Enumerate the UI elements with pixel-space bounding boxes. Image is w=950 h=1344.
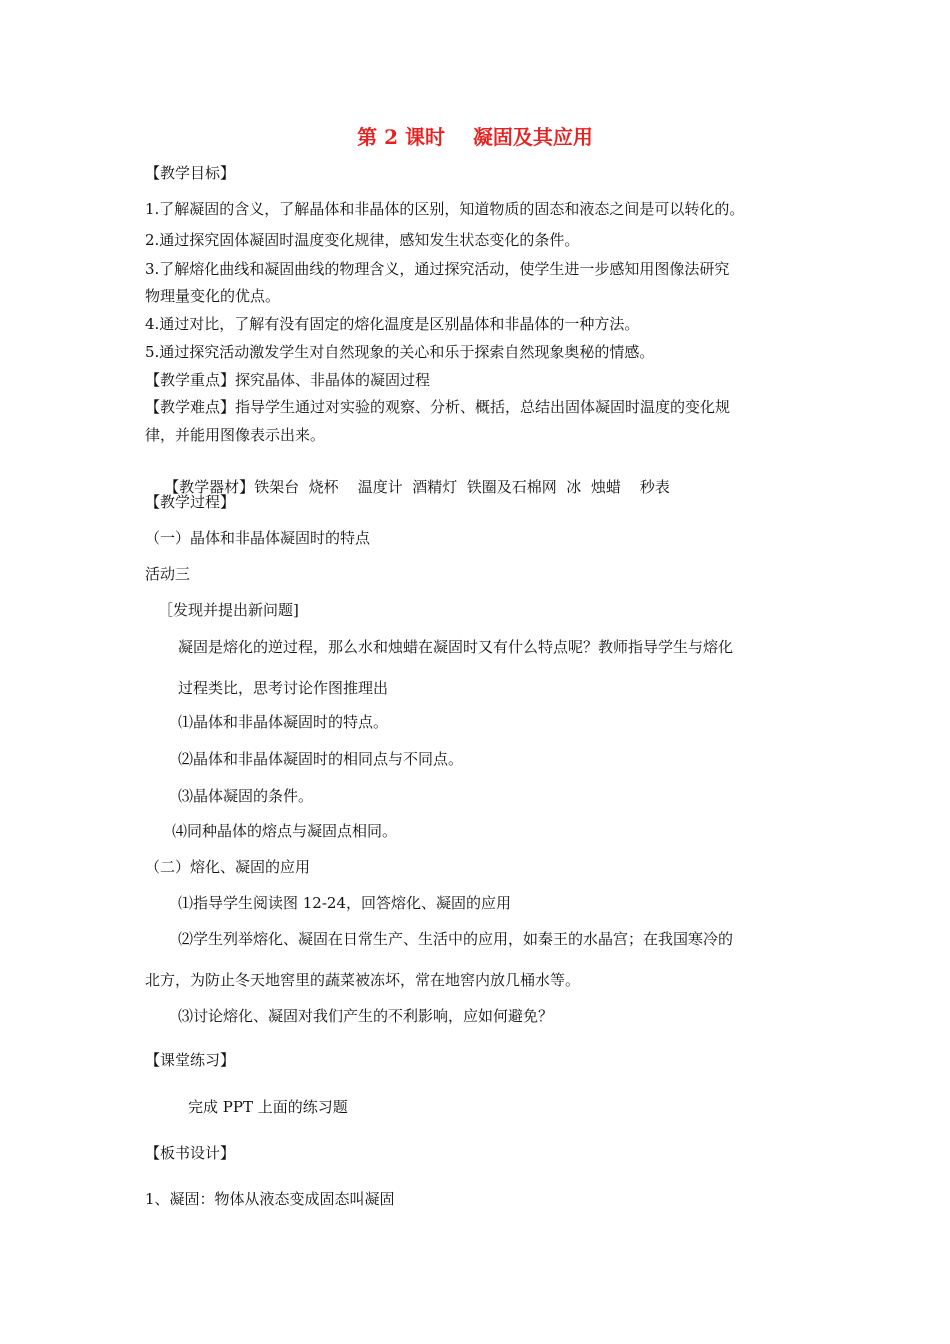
focus-line xyxy=(145,370,430,390)
equipment-text: 铁架台 烧杯 温度计 酒精灯 铁圈及石棉网 冰 烛蜡 秒表 xyxy=(254,478,670,496)
activity-label: 活动三 xyxy=(145,565,191,583)
difficulty-text-cont: 律，并能用图像表示出来。 xyxy=(145,426,326,444)
discover-text-2: 过程类比，思考讨论作图推理出 xyxy=(178,679,389,697)
practice-heading: 【课堂练习】 xyxy=(145,1051,236,1069)
focus-text: 探究晶体、非晶体的凝固过程 xyxy=(235,371,431,389)
difficulty-text: 指导学生通过对实验的观察、分析、概括，总结出固体凝固时温度的变化规 xyxy=(235,398,731,416)
goal-item-5: 5.通过探究活动激发学生对自然现象的关心和乐于探索自然现象奥秘的情感。 xyxy=(145,343,655,361)
difficulty-label: 【教学难点】 xyxy=(145,398,236,416)
goal-item-4: 4.通过对比，了解有没有固定的熔化温度是区别晶体和非晶体的一种方法。 xyxy=(145,315,640,333)
application-item-2-cont: 北方，为防止冬天地窖里的蔬菜被冻坏，常在地窖内放几桶水等。 xyxy=(145,971,581,989)
goal-item-1: 1.了解凝固的含义，了解晶体和非晶体的区别，知道物质的固态和液态之间是可以转化的。 xyxy=(145,200,745,218)
list-item: ⑶晶体凝固的条件。 xyxy=(178,787,314,805)
process-heading: 【教学过程】 xyxy=(145,493,236,511)
part2-heading: （二）熔化、凝固的应用 xyxy=(145,858,311,876)
goals-heading: 【教学目标】 xyxy=(145,164,236,182)
focus-label: 【教学重点】 xyxy=(145,371,236,389)
goal-item-3-cont: 物理量变化的优点。 xyxy=(145,287,281,305)
list-item: ⑴晶体和非晶体凝固时的特点。 xyxy=(178,713,389,731)
board-item-1: 1、凝固：物体从液态变成固态叫凝固 xyxy=(145,1190,395,1208)
list-item: ⑷同种晶体的熔点与凝固点相同。 xyxy=(172,822,398,840)
practice-text: 完成 PPT 上面的练习题 xyxy=(188,1098,348,1116)
application-item-2: ⑵学生列举熔化、凝固在日常生产、生活中的应用，如秦王的水晶宫；在我国寒冷的 xyxy=(178,930,734,948)
discover-text-1: 凝固是熔化的逆过程，那么水和烛蜡在凝固时又有什么特点呢？教师指导学生与熔化 xyxy=(178,638,734,656)
application-item-3: ⑶讨论熔化、凝固对我们产生的不利影响，应如何避免？ xyxy=(178,1007,554,1025)
page-title: 第 2 课时 凝固及其应用 xyxy=(357,125,593,149)
goal-item-2: 2.通过探究固体凝固时温度变化规律，感知发生状态变化的条件。 xyxy=(145,231,580,249)
difficulty-line xyxy=(145,397,730,417)
application-item-1: ⑴指导学生阅读图 12-24，回答熔化、凝固的应用 xyxy=(178,894,512,912)
list-item: ⑵晶体和非晶体凝固时的相同点与不同点。 xyxy=(178,750,464,768)
discover-heading: ［发现并提出新问题] xyxy=(158,601,299,619)
goal-item-3: 3.了解熔化曲线和凝固曲线的物理含义，通过探究活动，使学生进一步感知用图像法研究 xyxy=(145,260,730,278)
board-heading: 【板书设计】 xyxy=(145,1144,236,1162)
part1-heading: （一）晶体和非晶体凝固时的特点 xyxy=(145,529,371,547)
equipment-label: 【教学器材】 xyxy=(164,478,255,496)
